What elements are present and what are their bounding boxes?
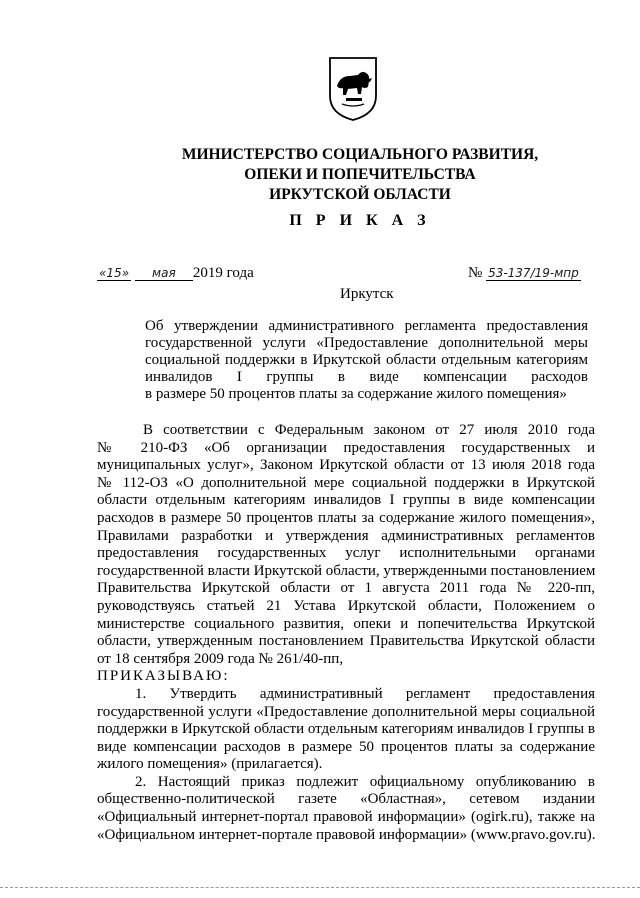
item-2-line: 2. Настоящий приказ подлежит официальному опубликованию в (135, 773, 595, 790)
ministry-line: ОПЕКИ И ПОПЕЧИТЕЛЬСТВА (244, 166, 476, 183)
ministry-line: ИРКУТСКОЙ ОБЛАСТИ (269, 186, 451, 203)
preamble-line: № 210-ФЗ «Об организации предоставления государственных и (97, 439, 595, 456)
subject-line: Об утверждении административного регламента предоставления (145, 318, 588, 334)
preamble-line: государственной власти Иркутской области, утвержденными постановлением (97, 562, 596, 579)
preamble-line: муниципальных услуг», Законом Иркутской области от 13 июля 2018 года (97, 457, 595, 474)
preamble-line: руководствуясь статьей 21 Устава Иркутской области, Положением о (97, 597, 595, 614)
item-1-line: 1. Утвердить административный регламент предоставления (135, 685, 595, 702)
preamble-line: № 112-ОЗ «О дополнительной мере социальной поддержки в Иркутской (97, 474, 595, 491)
item-2-line: «Официальный интернет-портал правовой информации» (ogirk.ru), также на (97, 809, 595, 826)
date-month-handwritten: мая (135, 266, 193, 281)
preamble-line: Правилами разработки и утверждения административных регламентов (97, 527, 595, 544)
order-word: ПРИКАЗЫВАЮ: (97, 668, 230, 685)
preamble-line: В соответствии с Федеральным законом от 27 июля 2010 года (143, 422, 595, 438)
item-1-line: поддержки в Иркутской области отдельным категориям инвалидов I группы в (97, 721, 595, 738)
date-day-handwritten: «15» (99, 266, 130, 280)
item-2-line: «Официальном интернет-портале правовой информации» (www.pravo.gov.ru). (97, 826, 596, 843)
preamble-line: министерстве социального развития, опеки и попечительства Иркутской (97, 615, 595, 632)
preamble-line: от 18 сентября 2009 года № 261/40-пп, (97, 650, 344, 667)
subject-line: инвалидов I группы в виде компенсации расходов (145, 369, 588, 385)
document-number (468, 265, 581, 282)
subject-line: в размере 50 процентов платы за содержание жилого помещения» (145, 386, 567, 402)
number-value-handwritten: 53-137/19-мпр (488, 266, 579, 280)
item-1-line: государственной услуги «Предоставление дополнительной меры социальной (97, 703, 595, 720)
subject-line: социальной поддержки в Иркутской области отдельным категориям (145, 352, 588, 368)
number-prefix: № (468, 265, 483, 281)
document-body (97, 422, 595, 844)
document-type: П Р И К А З (289, 212, 431, 229)
city: Иркутск (340, 286, 394, 302)
preamble-line: предоставления государственных услуг исполнительными органами (97, 545, 595, 562)
item-2-line: общественно-политической газете «Областная», сетевом издании (97, 791, 595, 808)
item-1-line: виде компенсации расходов в размере 50 процентов платы за содержание (97, 738, 595, 755)
preamble-line: области, утвержденным постановлением Правительства Иркутской области (97, 633, 595, 650)
ministry-name (150, 145, 570, 205)
ministry-line: МИНИСТЕРСТВО СОЦИАЛЬНОГО РАЗВИТИЯ, (181, 146, 539, 163)
document-subject (145, 318, 588, 403)
subject-line: государственной услуги «Предоставление дополнительной меры (145, 335, 588, 351)
coat-of-arms-icon (328, 56, 378, 122)
document-date (97, 265, 254, 282)
date-year: 2019 года (192, 265, 254, 281)
preamble-line: области отдельным категориям инвалидов I группы в виде компенсации (97, 492, 595, 509)
item-1-line: жилого помещения» (прилагается). (97, 756, 323, 773)
page-bottom-divider (0, 887, 640, 888)
preamble-line: Правительства Иркутской области от 1 августа 2011 года № 220-пп, (97, 580, 595, 597)
preamble-line: расходов в размере 50 процентов платы за содержание жилого помещения», (97, 509, 595, 526)
